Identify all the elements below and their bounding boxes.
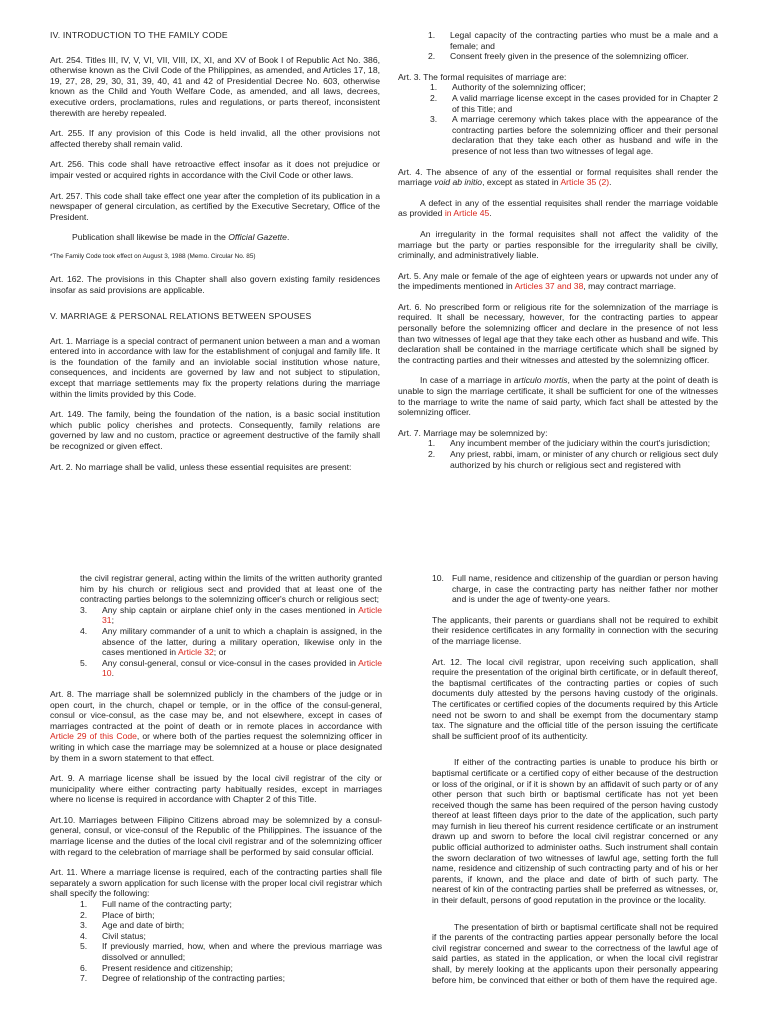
article-256: Art. 256. This code shall have retroactive effect insofar as it does not prejudice or impair vested or acquired rights in accordance with the Civil Code or other laws. bbox=[50, 159, 380, 180]
applicants-paragraph: The applicants, their parents or guardians shall not be required to exhibit their residence certificates in any formality in connection with the securing of the marriage license. bbox=[432, 614, 718, 646]
list-item: 4. Any military commander of a unit to which a chaplain is assigned, in the absence of the latter, during a military operation, likewise only in the cases mentioned in Article 32; or bbox=[80, 625, 382, 658]
article-6: Art. 6. No prescribed form or religious rite for the solemnization of the marriage is required. It shall be necessary, however, for the contracting parties to appear personally before the solemnizing officer and declare in the presence of not less than two witnesses of legal age that they take each other as husband and wife. This declaration shall be contained in the marriage certificate which shall be signed by the contracting parties and their witnesses and attested by the solemnizing officer. bbox=[398, 301, 718, 365]
list-item: 1. Authority of the solemnizing officer; bbox=[430, 82, 586, 93]
article-10: Art.10. Marriages between Filipino Citizens abroad may be solemnized by a consul-general, consul, or vice-consul of the Republic of the Philippines. The issuance of the marriage license and the duties of the local civil registrar and of the solemnizing officer with regard to the celebration of marriage shall be performed by said consular official. bbox=[50, 814, 382, 857]
list-item: 2. Place of birth; bbox=[80, 909, 155, 920]
formal-requisites-list bbox=[430, 82, 718, 156]
solemnizers-list bbox=[428, 438, 718, 470]
list-item: 2. Consent freely given in the presence of the solemnizing officer. bbox=[428, 51, 689, 62]
list-item: 10. Full name, residence and citizenship of the guardian or person having charge, in case the contracting party has neither father nor mother and is under the age of twenty-one years. bbox=[432, 573, 718, 605]
section-heading-family-code: IV. INTRODUCTION TO THE FAMILY CODE bbox=[50, 30, 228, 40]
article-5: Art. 5. Any male or female of the age of eighteen years or upwards not under any of the impediments mentioned in Articles 37 and 38, may contract marriage. bbox=[398, 270, 718, 292]
continued-item-2: the civil registrar general, acting within the limits of the written authority granted him by his church or religious sect and provided that at least one of the contracting parties belongs to the solemnizing officer's church or religious sect; bbox=[80, 573, 382, 605]
presentation-paragraph: The presentation of birth or baptismal certificate shall not be required if the parents of the contracting parties appear personally before the local civil registrar concerned and swear to the correctness of the lawful age of said parties, as stated in the application, or when the local civil registrar shall, by merely looking at the applicants upon their personally appearing before him, be convinced that either or both of them have the required age. bbox=[432, 921, 718, 985]
application-requirements-list-continued bbox=[432, 573, 718, 605]
solemnizers-list-continued bbox=[80, 605, 382, 679]
article-45-link[interactable]: in Article 45 bbox=[444, 208, 490, 219]
article-257: Art. 257. This code shall take effect one year after the completion of its publication in a newspaper of general circulation, as certified by the Executive Secretary, Office of the President. bbox=[50, 190, 380, 222]
article-29-link[interactable]: Article 29 of this Code bbox=[50, 731, 137, 742]
article-254: Art. 254. Titles III, IV, V, VI, VII, VIII, IX, XI, and XV of Book I of Republic Act No. 386, otherwise known as the Civil Code of the Philippines, as amended, and Articles 17, 18, 19, 27, 28, 29, 30, 31, 39, 40, 41 and 42 of Presidential Decree No. 603, otherwise known as the Child and Youth Welfare Code, as amended, and all laws, decrees, executive orders, proclamations, rules and regulations, or parts thereof, inconsistent therewith are hereby repealed. bbox=[50, 54, 380, 118]
article-12: Art. 12. The local civil registrar, upon receiving such application, shall require the presentation of the original birth certificate, or in default thereof, the baptismal certificates of the contracting parties or copies of such documents duly attested by the persons having custody of the originals. The certificates or certified copies of the documents required by this Article need not be sworn to and shall be exempt from the documentary stamp tax. The signature and the official title of the person issuing the certificate shall be sufficient proof of its authenticity. bbox=[432, 656, 718, 741]
article-162: Art. 162. The provisions in this Chapter shall also govern existing family residences insofar as said provisions are applicable. bbox=[50, 273, 380, 295]
article-255: Art. 255. If any provision of this Code is held invalid, all the other provisions not affected thereby shall remain valid. bbox=[50, 128, 380, 149]
list-item: 4. Civil status; bbox=[80, 930, 146, 941]
article-10-link[interactable]: Article 10 bbox=[102, 657, 382, 679]
page-bottom-right bbox=[432, 573, 718, 1024]
irregularity-paragraph: An irregularity in the formal requisites shall not affect the validity of the marriage but the party or parties responsible for the irregularity shall be civilly, criminally, and administratively liable. bbox=[398, 228, 718, 261]
article-7: Art. 7. Marriage may be solemnized by: bbox=[398, 427, 548, 438]
footnote: *The Family Code took effect on August 3, 1988 (Memo. Circular No. 85) bbox=[50, 252, 256, 260]
section-heading-marriage: V. MARRIAGE & PERSONAL RELATIONS BETWEEN SPOUSES bbox=[50, 311, 312, 322]
list-item: 5. If previously married, how, when and where the previous marriage was dissolved or annulled; bbox=[80, 941, 382, 962]
list-item: 3. Any ship captain or airplane chief only in the cases mentioned in Article 31; bbox=[80, 604, 382, 626]
article-35-link[interactable]: Article 35 (2) bbox=[560, 177, 610, 188]
list-item: 3. A marriage ceremony which takes place with the appearance of the contracting parties before the solemnizing officer and their personal declaration that they take each other as husband and wife in the presence of not less than two witnesses of legal age. bbox=[430, 114, 718, 156]
application-requirements-list bbox=[80, 899, 382, 984]
page-bottom-left bbox=[50, 573, 382, 1024]
article-32-link[interactable]: Article 32 bbox=[177, 647, 214, 658]
article-1: Art. 1. Marriage is a special contract of permanent union between a man and a woman entered into in accordance with law for the establishment of conjugal and family life. It is the foundation of the family and an inviolable social institution whose nature, consequences, and incidents are governed by law and not subject to stipulation, except that marriage settlements may fix the property relations during the marriage within the limits provided by this Code. bbox=[50, 335, 380, 399]
list-item: 3. Age and date of birth; bbox=[80, 920, 185, 931]
articulo-mortis-paragraph: In case of a marriage in articulo mortis, when the party at the point of death is unable to sign the marriage certificate, it shall be sufficient for one of the witnesses to the marriage to write the name of said party, which fact shall be attested by the solemnizing officer. bbox=[398, 375, 718, 418]
essential-requisites-list bbox=[428, 30, 718, 62]
list-item: 1. Full name of the contracting party; bbox=[80, 899, 232, 910]
list-item: 2. Any priest, rabbi, imam, or minister of any church or religious sect duly authorized by his church or religious sect and registered with bbox=[428, 449, 718, 470]
list-item: 1. Legal capacity of the contracting parties who must be a male and a female; and bbox=[428, 30, 718, 51]
article-4: Art. 4. The absence of any of the essential or formal requisites shall render the marriage void ab initio, except as stated in Article 35 (2). bbox=[398, 166, 718, 188]
article-149: Art. 149. The family, being the foundation of the nation, is a basic social institution which public policy cherishes and protects. Consequently, family relations are governed by law and no custom, practice or agreement destructive of the family shall be recognized or given effect. bbox=[50, 409, 380, 452]
article-11: Art. 11. Where a marriage license is required, each of the contracting parties shall file separately a sworn application for such license with the proper local civil registrar which shall specify the following: bbox=[50, 867, 382, 899]
missing-certificate-paragraph: If either of the contracting parties is unable to produce his birth or baptismal certificate or a certified copy of either because of the destruction or loss of the original, or if it is shown by an affidavit of such party or of any other person that such birth or baptismal certificate has not yet been received though the same has been required of the person having custody thereof at least fifteen days prior to the date of the application, such party may furnish in lieu thereof his current residence certificate or an instrument drawn up and sworn to before the local civil registrar concerned or any public official authorized to administer oaths. Such instrument shall contain the sworn declaration of two witnesses of lawful age, setting forth the full name, residence and citizenship of such contracting party and of his or her parents, if known, and the place and date of birth of such party. The nearest of kin of the contracting parties shall be preferred as witnesses, or, in their default, persons of good reputation in the province or the locality. bbox=[432, 757, 718, 906]
article-3: Art. 3. The formal requisites of marriage are: bbox=[398, 71, 567, 82]
list-item: 6. Present residence and citizenship; bbox=[80, 962, 233, 973]
publication-note: Publication shall likewise be made in the Official Gazette. bbox=[72, 232, 290, 243]
defect-paragraph: A defect in any of the essential requisites shall render the marriage voidable as provided in Article 45. bbox=[398, 197, 718, 219]
list-item: 1. Any incumbent member of the judiciary within the court's jurisdiction; bbox=[428, 438, 711, 449]
list-item: 2. A valid marriage license except in the cases provided for in Chapter 2 of this Title; and bbox=[430, 92, 718, 114]
list-item: 5. Any consul-general, consul or vice-consul in the cases provided in Article 10. bbox=[80, 657, 382, 679]
articles-37-38-link[interactable]: Articles 37 and 38 bbox=[514, 281, 584, 292]
official-gazette-text: Official Gazette bbox=[228, 232, 287, 243]
article-31-link[interactable]: Article 31 bbox=[102, 604, 382, 626]
article-8: Art. 8. The marriage shall be solemnized publicly in the chambers of the judge or in open court, in the church, chapel or temple, or in the office of the consul-general, consul or vice-consul, as the case may be, and not elsewhere, except in cases of marriages contracted at the point of death or in remote places in accordance with Article 29 of this Code, or where both of the parties request the solemnizing officer in writing in which case the marriage may be solemnized at a house or place designated by them in a sworn statement to that effect. bbox=[50, 688, 382, 763]
article-9: Art. 9. A marriage license shall be issued by the local civil registrar of the city or municipality where either contracting party habitually resides, except in marriages where no license is required in accordance with Chapter 2 of this Title. bbox=[50, 773, 382, 805]
list-item: 7. Degree of relationship of the contracting parties; bbox=[80, 973, 285, 984]
page-top-right bbox=[398, 30, 718, 510]
page-top-left bbox=[50, 30, 380, 530]
article-2: Art. 2. No marriage shall be valid, unless these essential requisites are present: bbox=[50, 461, 352, 472]
